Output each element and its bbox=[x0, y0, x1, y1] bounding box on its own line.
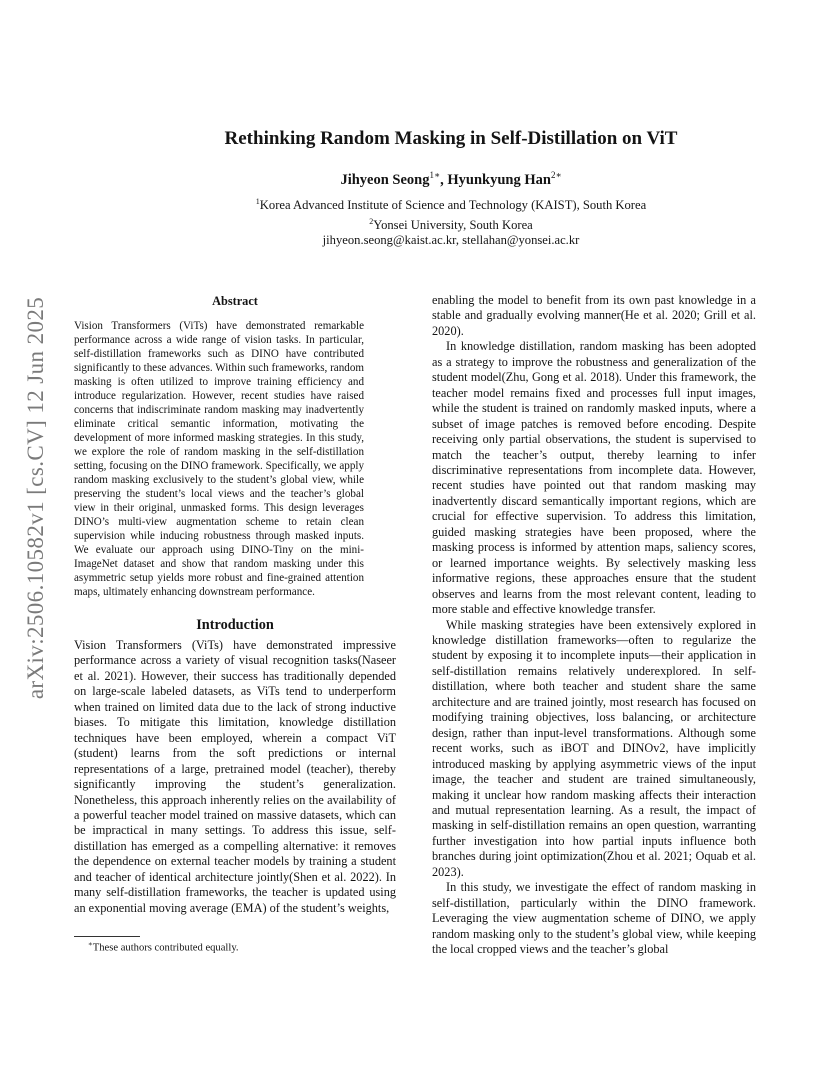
paper-title: Rethinking Random Masking in Self-Distillation on ViT bbox=[224, 128, 678, 149]
body-paragraph: In this study, we investigate the effect of random masking in self-distillation, particularly within the DINO framework. Leveraging the view augmentation scheme of DINO, we apply random masking only to the student’s global view, while keeping the local cropped views and the teacher’s global bbox=[432, 880, 756, 957]
author-affiliation-mark: 1∗ bbox=[429, 170, 441, 180]
arxiv-identifier bbox=[6, 296, 66, 699]
right-column bbox=[432, 293, 756, 957]
body-paragraph: In knowledge distillation, random masking has been adopted as a strategy to improve the robustness and generalization of the student model(Zhu, Gong et al. 2018). Under this framework, the teacher model remains fixed and processes full input images, while the student is trained on randomly masked inputs, where a subset of image patches is removed before encoding. Despite receiving only partial observations, the student is supervised to match the teacher’s output, thereby learning to infer discriminative representations from incomplete data. However, recent studies have pointed out that random masking may inadvertently discard semantically important regions, which are crucial for effective supervision. To address this limitation, guided masking strategies have been proposed, where the masking process is informed by attention maps, saliency scores, or learned importance weights. By selectively masking less informative regions, these approaches ensure that the student observes and learns from the most relevant content, leading to more stable and effective knowledge transfer. bbox=[432, 339, 756, 617]
author-emails: jihyeon.seong@kaist.ac.kr, stellahan@yonsei.ac.kr bbox=[322, 233, 580, 248]
affiliation-line bbox=[74, 214, 828, 234]
abstract-heading: Abstract bbox=[212, 294, 258, 308]
footnote bbox=[88, 940, 239, 954]
author-separator: , bbox=[440, 171, 448, 188]
affiliations bbox=[74, 194, 828, 249]
body-paragraph: Vision Transformers (ViTs) have demonstrated impressive performance across a variety of visual recognition tasks(Naseer et al. 2021). However, their success has traditionally depended on large-scale labeled datasets, as ViTs tend to underperform when trained on limited data due to the lack of strong inductive biases. To mitigate this limitation, knowledge distillation techniques have been employed, wherein a compact ViT (student) learns from the soft predictions or internal representations of a large, pretrained model (teacher), thereby significantly improving the student’s generalization. Nonetheless, this approach inherently relies on the availability of a powerful teacher model trained on massive datasets, which can be impractical in many settings. To address this issue, self-distillation has emerged as a compelling alternative: it removes the dependence on external teacher models by training a student and teacher of identical architecture jointly(Shen et al. 2022). In many self-distillation frameworks, the teacher is updated using an exponential moving average (EMA) of the student’s weights, bbox=[74, 637, 396, 915]
author-line bbox=[74, 170, 828, 189]
footnote-divider bbox=[74, 936, 140, 937]
affiliation-mark: 1 bbox=[255, 197, 260, 206]
author-affiliation-mark: 2∗ bbox=[550, 170, 562, 180]
affiliation-mark: 2 bbox=[369, 216, 374, 226]
author-name: Jihyeon Seong bbox=[340, 171, 430, 188]
author-name: Hyunkyung Han bbox=[447, 171, 551, 188]
abstract-text: Vision Transformers (ViTs) have demonstrated remarkable performance across a wide range of vision tasks. In particular, self-distillation frameworks such as DINO have contributed significantly to these advances. Within such frameworks, random masking is often utilized to improve training efficiency and introduce regularization. However, recent studies have raised concerns that indiscriminate random masking may inadvertently eliminate critical semantic information, motivating the development of more informed masking strategies. In this study, we explore the role of random masking in the self-distillation setting, focusing on the DINO framework. Specifically, we apply random masking exclusively to the student’s global view, while preserving the student’s local views and the teacher’s global view in their original, unmasked forms. This design leverages DINO’s multi-view augmentation scheme to retain clean supervision while inducing robustness through masked inputs. We evaluate our approach using DINO-Tiny on the mini-ImageNet dataset and show that random masking under this asymmetric setup yields more robust and fine-grained attention maps, ultimately enhancing downstream performance. bbox=[74, 320, 364, 598]
body-paragraph: While masking strategies have been extensively explored in knowledge distillation frameworks—often to regularize the student by exposing it to incomplete inputs—their application in self-distillation remains relatively underexplored. In self-distillation, where both teacher and student share the same architecture and are trained jointly, most research has focused on modifying training objectives, loss balancing, or architecture design, rather than input-level transformations. Although some recent works, such as iBOT and DINOv2, have implicitly introduced masking by applying asymmetric views of the input image, the teacher and student are trained simultaneously, making it unclear how random masking affects their interaction and mutual representation learning. As a result, the impact of masking in self-distillation remains an open question, warranting further investigation into how partial inputs influence both branches during joint optimization(Zhou et al. 2021; Oquab et al. 2023). bbox=[432, 617, 756, 879]
affiliation-text: Yonsei University, South Korea bbox=[373, 217, 533, 232]
footnote-mark: ∗ bbox=[88, 940, 93, 948]
body-paragraph: enabling the model to benefit from its own past knowledge in a stable and gradually evolving manner(He et al. 2020; Grill et al. 2020). bbox=[432, 293, 756, 338]
arxiv-identifier-text: arXiv:2506.10582v1 [cs.CV] 12 Jun 2025 bbox=[23, 296, 48, 699]
introduction-heading: Introduction bbox=[196, 616, 274, 633]
footnote-text: These authors contributed equally. bbox=[92, 942, 239, 954]
affiliation-line bbox=[74, 194, 828, 214]
affiliation-text: Korea Advanced Institute of Science and Technology (KAIST), South Korea bbox=[259, 198, 647, 213]
left-column bbox=[74, 294, 396, 916]
